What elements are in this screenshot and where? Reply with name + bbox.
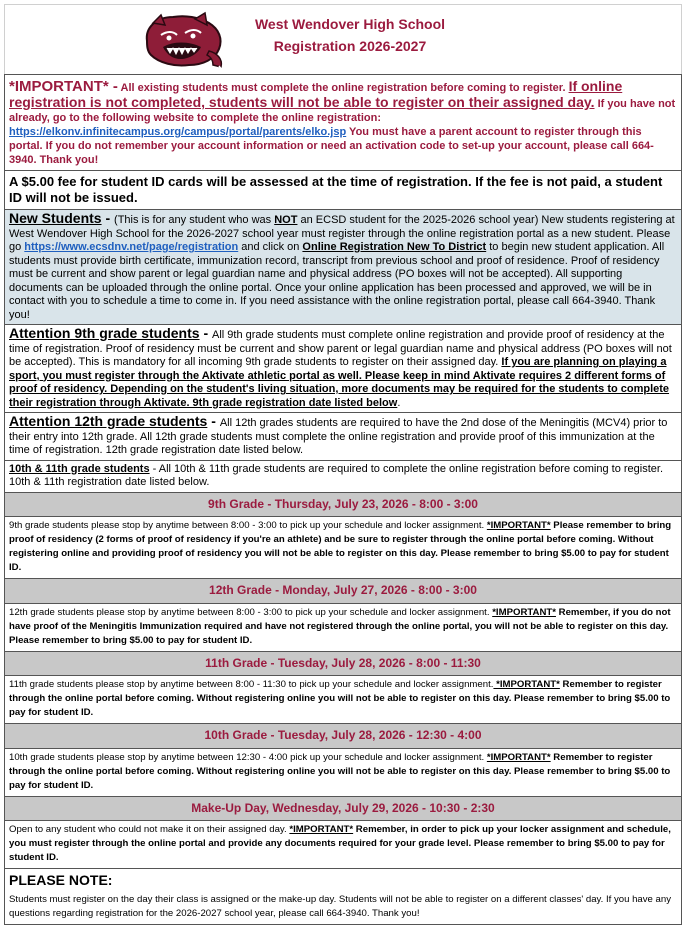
important-lead: *IMPORTANT* - bbox=[9, 78, 118, 95]
twelfth-grade-section bbox=[4, 413, 682, 461]
ninth-grade-dash: - bbox=[199, 325, 213, 341]
grade-9-title: 9th Grade - Thursday, July 23, 2026 - 8:00 - 3:00 bbox=[4, 493, 682, 518]
grade-9-important: *IMPORTANT* bbox=[486, 520, 551, 532]
grade-10-important: *IMPORTANT* bbox=[486, 751, 551, 763]
grade-10-details bbox=[4, 749, 682, 797]
new-students-dash: - bbox=[101, 210, 115, 226]
tenth-eleventh-section bbox=[4, 461, 682, 493]
grade-11-details bbox=[4, 676, 682, 724]
grade-12-reminder: Remember, if you do not have proof of the Meningitis Immunization required and have not registered through the online portal, you will not be able to register on this day. Please remember to bring $5.00 to pay for student ID. bbox=[9, 606, 671, 646]
grade-12-details bbox=[4, 604, 682, 652]
new-students-text-3: and click on bbox=[238, 241, 303, 253]
important-notice bbox=[4, 74, 682, 171]
grade-11-important: *IMPORTANT* bbox=[493, 679, 560, 691]
grade-11-text: 11th grade students please stop by anytime between 8:00 - 11:30 to pick up your schedule and locker assignment. bbox=[9, 679, 494, 691]
new-students-text-2: an ECSD student for the 2025-2026 school year) New students registering at West Wendover High School for the 2026-2027 school year must register through the online registration portal as a new student. Please go bbox=[9, 214, 675, 253]
ninth-grade-text: All 9th grade students must complete online registration and provide proof of residency at the time of registration. Proof of residency must be current and show parent or legal guardian name and physical address (PO boxes will not be accepted). This is mandatory for all incoming 9th grade students to register on their assigned day. bbox=[9, 329, 672, 368]
fee-notice: A $5.00 fee for student ID cards will be assessed at the time of registration. If the fee is not paid, a student ID will not be issued. bbox=[4, 171, 682, 210]
please-note-text: Students must register on the day their class is assigned or the make-up day. Students will not be able to register on a different classes' day. If you have any questions regarding registration for the 2026-2027 school year, please call 664-3940. Thank you! bbox=[4, 892, 682, 925]
ninth-grade-title: Attention 9th grade students bbox=[9, 325, 200, 341]
bear-mascot-logo bbox=[139, 11, 227, 71]
important-text-1: All existing students must complete the online registration before coming to register. bbox=[117, 82, 569, 94]
makeup-day-reminder: Remember, in order to pick up your locker assignment and schedule, you must register through the online portal and provide any documents required for your grade level. Please remember to bring $5.00 to pay for student ID. bbox=[9, 824, 671, 864]
twelfth-grade-title: Attention 12th grade students bbox=[9, 413, 208, 429]
registration-year: Registration 2026-2027 bbox=[273, 38, 427, 54]
grade-10-text: 10th grade students please stop by anytime between 12:30 - 4:00 pick up your schedule and locker assignment. bbox=[9, 751, 487, 763]
new-students-text-4: to begin new student application. All students must provide birth certificate, immunization record, transcript from previous school and proof of residence. Proof of residency must be current and show parent or legal guardian name and physical address (PO boxes will not be accepted). All supporting documents can be uploaded through the online portal. Once your online application has been processed and approved, we will be in contact with you to schedule a time to come in. If you need assistance with the online registration portal, please call 664-3940. Thank you! bbox=[9, 241, 665, 321]
important-warning: If online registration is not completed, students will not be able to register on their assigned day. bbox=[9, 78, 623, 110]
new-students-title: New Students bbox=[9, 210, 102, 226]
grade-12-text: 12th grade students please stop by anytime between 8:00 - 3:00 to pick up your schedule and locker assignment. bbox=[9, 606, 493, 618]
registration-page-link[interactable]: https://www.ecsdnv.net/page/registration bbox=[24, 241, 239, 253]
tenth-eleventh-text: - All 10th & 11th grade students are required to complete the online registration before coming to register. 10th & 11th registration date listed below. bbox=[9, 462, 664, 488]
portal-link[interactable]: https://elkonv.infinitecampus.org/campus/portal/parents/elko.jsp bbox=[9, 126, 347, 138]
grade-10-title: 10th Grade - Tuesday, July 28, 2026 - 12:30 - 4:00 bbox=[4, 724, 682, 749]
tenth-eleventh-title: 10th & 11th grade students bbox=[9, 462, 150, 475]
twelfth-grade-dash: - bbox=[207, 413, 220, 429]
registration-page bbox=[4, 4, 682, 925]
makeup-day-details bbox=[4, 821, 682, 869]
new-students-not: NOT bbox=[274, 214, 298, 226]
grade-9-text: 9th grade students please stop by anytime between 8:00 - 3:00 to pick up your schedule and locker assignment. bbox=[9, 520, 487, 532]
new-students-text-1: (This is for any student who was bbox=[114, 214, 275, 226]
ninth-grade-sport-note: If you are planning on playing a sport, you must register through the Aktivate athletic portal as well. Please keep in mind Aktivate requires 2 different forms of proof of residency. Depending on the student's living situation, more documents may be required for the students to complete their registration through Aktivate. 9th grade registration date listed below bbox=[9, 356, 670, 409]
grade-12-important: *IMPORTANT* bbox=[492, 606, 556, 618]
grade-10-reminder: Remember to register through the online portal before coming. Without registering online you will not be able to register on this day. Please remember to bring $5.00 to pay for student ID. bbox=[9, 751, 671, 791]
new-students-section bbox=[4, 210, 682, 325]
grade-9-details bbox=[4, 517, 682, 579]
ninth-grade-end: . bbox=[397, 396, 401, 409]
ninth-grade-section bbox=[4, 325, 682, 413]
grade-9-reminder: Please remember to bring proof of residency (2 forms of proof of residency if you're an athlete) and be sure to register through the online portal before coming. Without registering online and providing proof of residency you will not be able to register on this day. Please remember to bring $5.00 to pay for student ID. bbox=[9, 520, 672, 574]
new-to-district-link-label: Online Registration New To District bbox=[302, 241, 487, 253]
important-text-2: If you have not already, go to the following website to complete the online registration: bbox=[9, 98, 676, 124]
school-name: West Wendover High School bbox=[254, 16, 446, 32]
header-titles bbox=[235, 13, 465, 57]
grade-11-title: 11th Grade - Tuesday, July 28, 2026 - 8:00 - 11:30 bbox=[4, 652, 682, 677]
please-note-title: PLEASE NOTE: bbox=[4, 869, 682, 891]
twelfth-grade-text: All 12th grades students are required to have the 2nd dose of the Meningitis (MCV4) prior to their entry into 12th grade. All 12th grade students must complete the online registration and provide proof of this immunization at the time of registration. 12th grade registration date listed below. bbox=[9, 417, 668, 456]
grade-12-title: 12th Grade - Monday, July 27, 2026 - 8:00 - 3:00 bbox=[4, 579, 682, 604]
makeup-day-important: *IMPORTANT* bbox=[289, 824, 354, 836]
header bbox=[4, 4, 682, 74]
makeup-day-title: Make-Up Day, Wednesday, July 29, 2026 - 10:30 - 2:30 bbox=[4, 797, 682, 822]
makeup-day-text: Open to any student who could not make it on their assigned day. bbox=[9, 824, 290, 836]
important-text-3: You must have a parent account to register through this portal. If you do not remember your account information or need an activation code to set-up your account, please call 664-3940. Thank you! bbox=[9, 126, 654, 166]
grade-11-reminder: Remember to register through the online portal before coming. Without registering online you will not be able to register on this day. Please remember to bring $5.00 to pay for student ID. bbox=[9, 679, 671, 719]
